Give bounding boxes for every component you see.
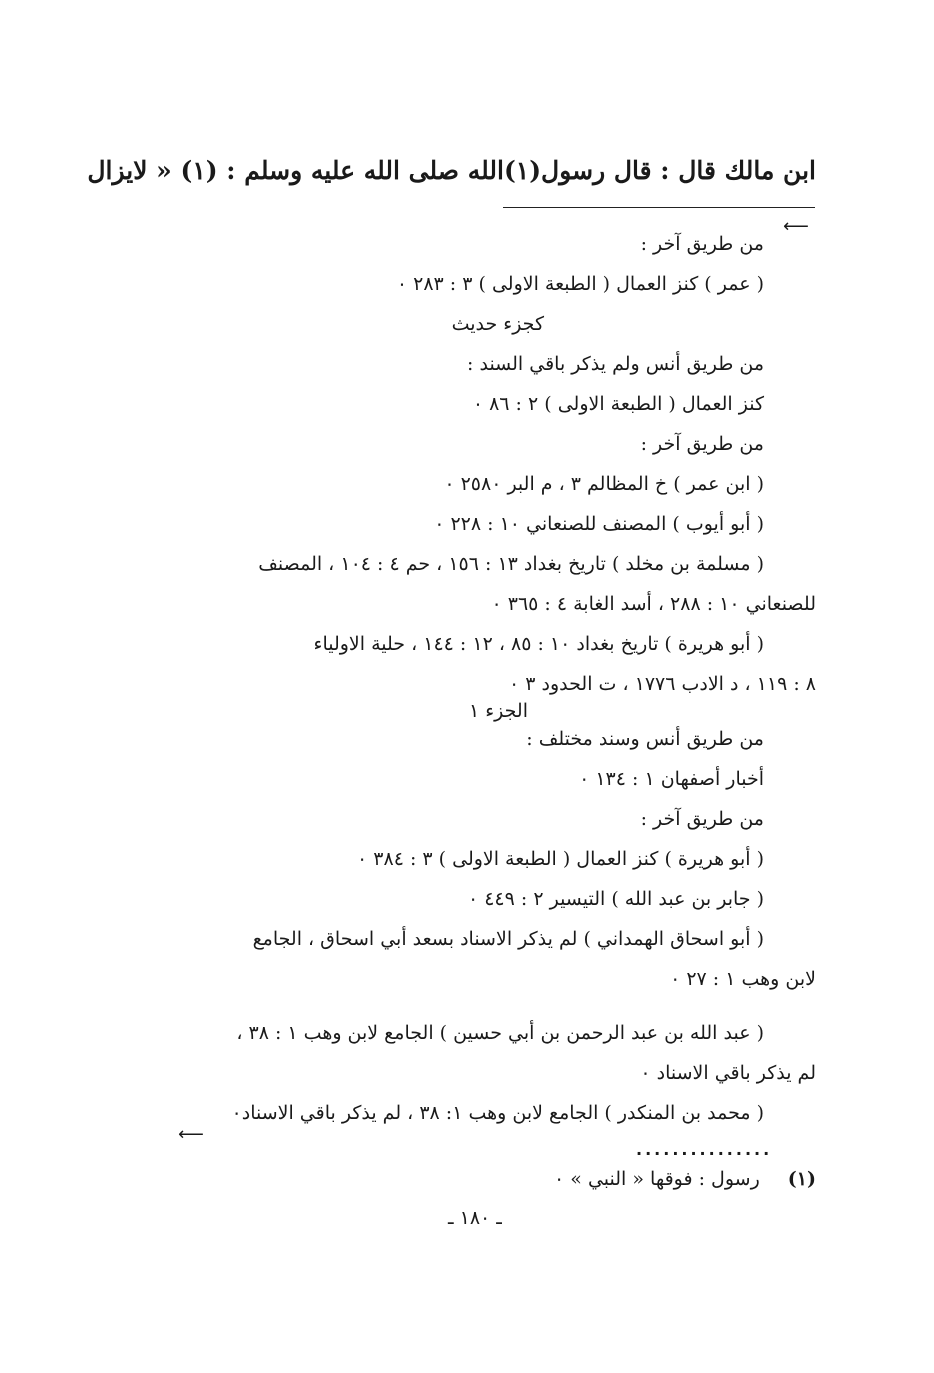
text-line: كجزء حديث bbox=[451, 313, 544, 335]
text-line: ( أبو اسحاق الهمداني ) لم يذكر الاسناد بسعد أبي اسحاق ، الجامع bbox=[252, 928, 764, 950]
text-line: ( جابر بن عبد الله ) التيسير ٢ : ٤٤٩ ٠ bbox=[467, 888, 764, 910]
text-line: ( عبد الله بن عبد الرحمن بن أبي حسين ) الجامع لابن وهب ١ : ٣٨ ، bbox=[236, 1022, 764, 1044]
text-line: من طريق آخر : bbox=[640, 808, 764, 830]
text-line: لم يذكر باقي الاسناد ٠ bbox=[640, 1062, 816, 1084]
text-line: أخبار أصفهان ١ : ١٣٤ ٠ bbox=[579, 768, 764, 790]
text-line: ( محمد بن المنكدر ) الجامع لابن وهب ١: ٣٨ ، لم يذكر باقي الاسناد٠ bbox=[231, 1102, 764, 1124]
footnote-marker: (١) bbox=[787, 1168, 816, 1190]
text-line: ( أبو هريرة ) كنز العمال ( الطبعة الاولى ) ٣ : ٣٨٤ ٠ bbox=[357, 848, 764, 870]
text-line: ٨ : ١١٩ ، د الادب ١٧٧٦ ، ت الحدود ٣ ٠ bbox=[509, 673, 816, 695]
left-arrow-icon: ⟵ bbox=[178, 1124, 204, 1145]
text-line: كنز العمال ( الطبعة الاولى ) ٢ : ٨٦ ٠ bbox=[472, 393, 764, 415]
text-line: من طريق آخر : bbox=[640, 433, 764, 455]
page-number: ـ ١٨٠ ـ bbox=[448, 1207, 502, 1229]
text-line: ( عمر ) كنز العمال ( الطبعة الاولى ) ٣ : ٢٨٣ ٠ bbox=[396, 273, 764, 295]
text-line: من طريق أنس ولم يذكر باقي السند : bbox=[467, 353, 764, 375]
left-arrow-icon: ⟵ bbox=[783, 216, 809, 237]
text-line: للصنعاني ١٠ : ٢٨٨ ، أسد الغابة ٤ : ٣٦٥ ٠ bbox=[491, 593, 816, 615]
text-line: ( أبو هريرة ) تاريخ بغداد ١٠ : ٨٥ ، ١٢ : ١٤٤ ، حلية الاولياء bbox=[313, 633, 764, 655]
footnote-separator-dots: ............... bbox=[636, 1140, 773, 1159]
text-line: الجزء ١ bbox=[468, 700, 528, 722]
text-line: ( أبو أيوب ) المصنف للصنعاني ١٠ : ٢٢٨ ٠ bbox=[434, 513, 764, 535]
text-line: ( مسلمة بن مخلد ) تاريخ بغداد ١٣ : ١٥٦ ، حم ٤ : ١٠٤ ، المصنف bbox=[258, 553, 764, 575]
footnote bbox=[554, 1166, 816, 1192]
header-underline bbox=[503, 207, 815, 208]
text-line: من طريق آخر : bbox=[640, 233, 764, 255]
text-line: لابن وهب ١ : ٢٧ ٠ bbox=[670, 968, 816, 990]
text-line: ( ابن عمر ) خ المظالم ٣ ، م البر ٢٥٨٠ ٠ bbox=[444, 473, 764, 495]
text-line: من طريق أنس وسند مختلف : bbox=[526, 728, 764, 750]
header-line: ابن مالك قال : قال رسول(١)الله صلى الله عليه وسلم : (١) « لايزال bbox=[87, 156, 816, 185]
footnote-text: رسول : فوقها « النبي » ٠ bbox=[554, 1168, 760, 1190]
